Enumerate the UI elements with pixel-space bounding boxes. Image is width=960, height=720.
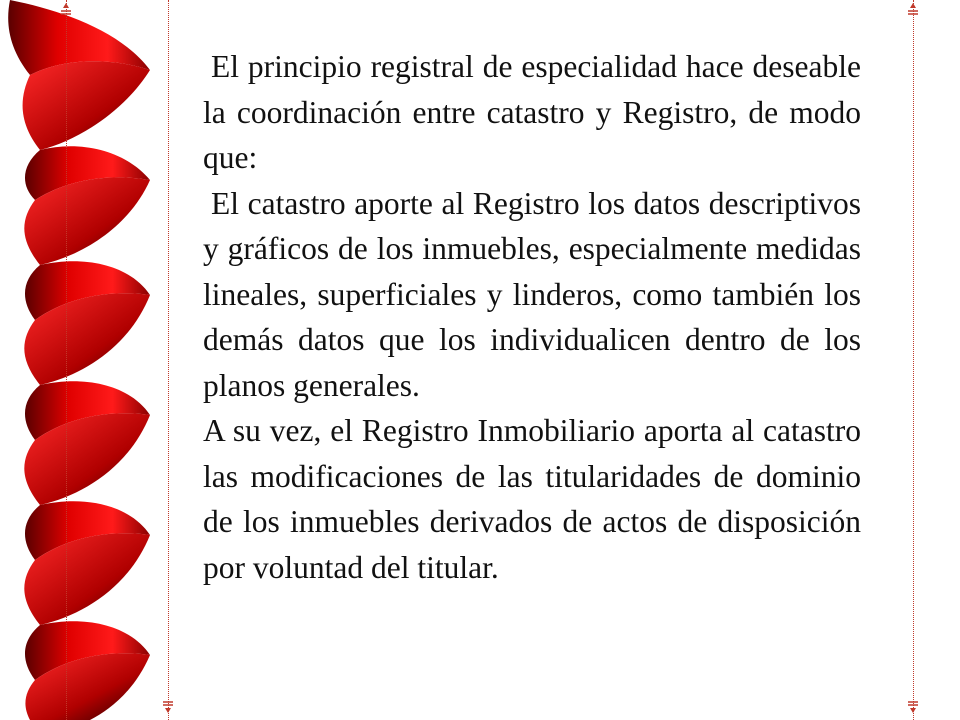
paragraph-registry-contribution: A su vez, el Registro Inmobiliario aporta al catastro las modificaciones de las titularidades de dominio de los inmuebles derivados de actos de disposición por voluntad del titular. (203, 413, 861, 585)
guide-marker-top-left-icon (60, 2, 72, 16)
guide-marker-top-right-icon (907, 2, 919, 16)
dotted-guide-left-inner (168, 0, 169, 720)
guide-marker-bottom-left-icon (162, 700, 174, 714)
ribbon-segments (8, 0, 150, 720)
paragraph-specialty-principle: El principio registral de especialidad hace deseable la coordinación entre catastro y Registro, de modo que: (203, 49, 861, 175)
paragraph-cadastre-contribution: El catastro aporte al Registro los datos descriptivos y gráficos de los inmuebles, especialmente medidas lineales, superficiales y linderos, como también los demás datos que los individualicen dentro de los planos generales. (203, 185, 861, 403)
dotted-guide-right (913, 0, 914, 720)
red-ribbon-decoration (0, 0, 170, 720)
dotted-guide-left-outer (66, 0, 67, 720)
slide-body-text (203, 44, 861, 590)
guide-marker-bottom-right-icon (907, 700, 919, 714)
